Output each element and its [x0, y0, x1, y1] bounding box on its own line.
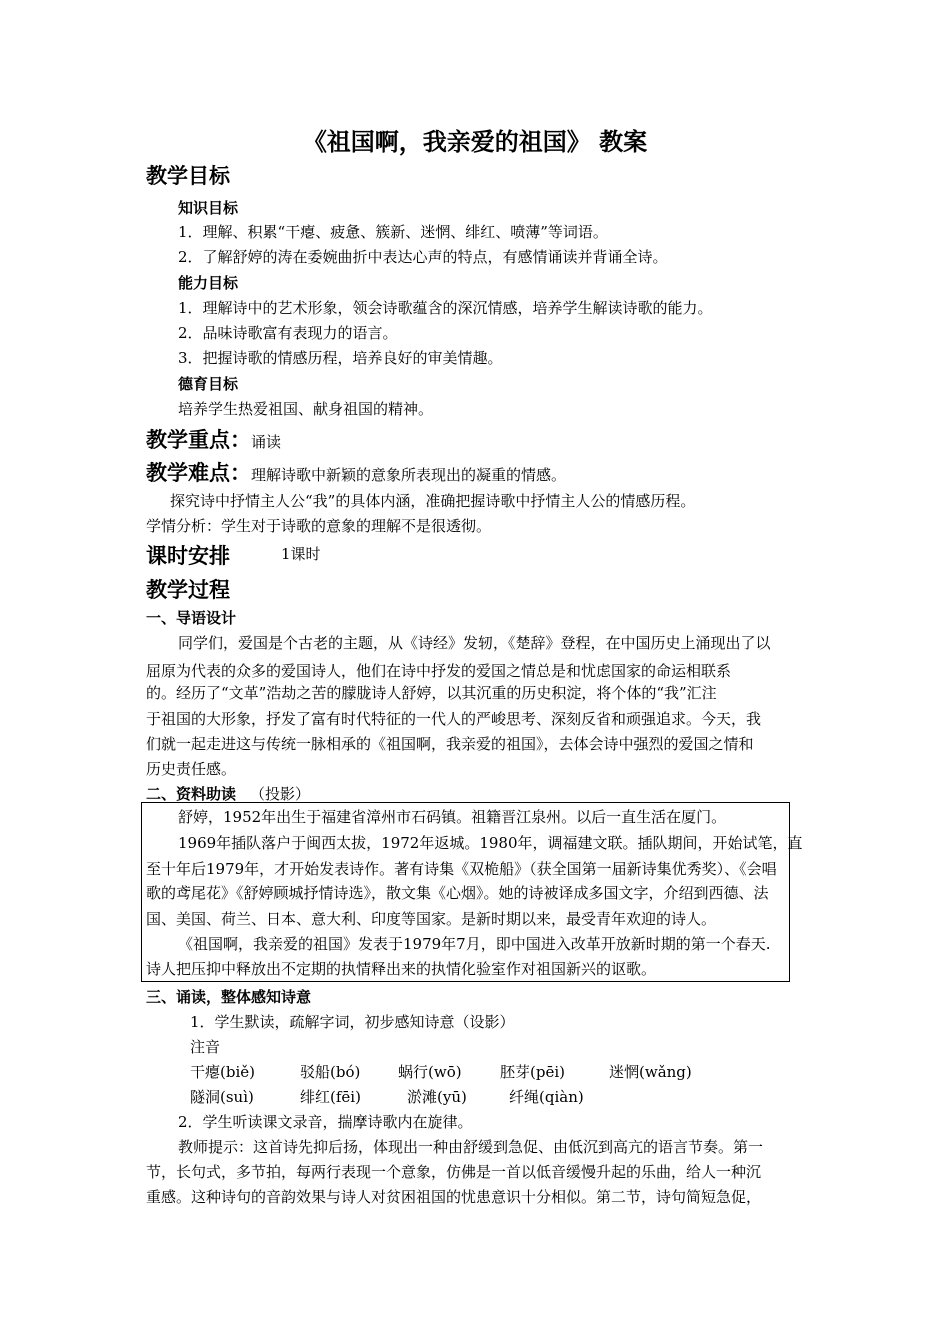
ability-goal-item: 3．把握诗歌的情感历程，培养良好的审美情趣。	[178, 349, 503, 367]
phonetic-word: 蜗行(wō)	[398, 1063, 462, 1081]
phonetic-word: 胚芽(pēi)	[500, 1063, 565, 1081]
intro-line: 历史责任感。	[146, 760, 237, 778]
section-reference-label	[146, 783, 310, 804]
ability-goal-label: 能力目标	[178, 274, 239, 292]
reference-line: 国、美国、荷兰、日本、意大利、印度等国家。是新时期以来，最受青年欢迎的诗人。	[146, 910, 717, 928]
phonetic-label: 注音	[190, 1038, 221, 1056]
reference-line: 舒婷，1952年出生于福建省漳州市石码镇。祖籍晋江泉州。以后一直生活在厦门。	[178, 808, 727, 826]
reference-line: 1969年插队落户于闽西太拔，1972年返城。1980年，调福建文联。插队期间，开始试笔，直	[178, 834, 803, 852]
moral-goal-label: 德育目标	[178, 375, 239, 393]
document-title: 《祖国啊，我亲爱的祖国》 教案	[302, 128, 648, 156]
section-reading-label: 三、诵读，整体感知诗意	[146, 988, 312, 1006]
intro-line: 们就一起走进这与传统一脉相承的《祖国啊，我亲爱的祖国》，去体会诗中强烈的爱国之情和	[146, 735, 754, 753]
reading-step-1: 1．学生默读，疏解字词，初步感知诗意（设影）	[190, 1013, 515, 1031]
teacher-tip-line: 节，长句式，多节拍，每两行表现一个意象，仿佛是一首以低音缓慢升起的乐曲，给人一种沉	[146, 1163, 762, 1181]
difficulty-extra: 探究诗中抒情主人公“我”的具体内涵，准确把握诗歌中抒情主人公的情感历程。	[170, 492, 696, 510]
teacher-tip-line: 重感。这种诗句的音韵效果与诗人对贫困祖国的忧患意识十分相似。第二节，诗句简短急促，	[146, 1188, 762, 1206]
intro-line: 的。经历了“文革”浩劫之苦的朦胧诗人舒婷，以其沉重的历史积淀，将个体的“我”汇注	[146, 684, 717, 702]
reference-line: 诗人把压抑中释放出不定期的执情释出来的执情化验室作对祖国新兴的讴歌。	[146, 960, 657, 978]
reference-line: 歌的鸢尾花》《舒婷顾城抒情诗选》，散文集《心烟》。她的诗被译成多国文字，介绍到西德、法	[146, 884, 769, 902]
intro-line: 屈原为代表的众多的爱国诗人，他们在诗中抒发的爱国之情总是和忧虑国家的命运相联系	[146, 662, 732, 680]
moral-goal-text: 培养学生热爱祖国、献身祖国的精神。	[178, 400, 434, 418]
schedule-label: 课时安排	[146, 544, 230, 568]
ability-goal-item: 2．品味诗歌富有表现力的语言。	[178, 324, 398, 342]
schedule-value: 1课时	[281, 545, 321, 563]
phonetic-word: 隧洞(suì)	[190, 1088, 254, 1106]
section-reference-note: （投影）	[250, 785, 311, 803]
phonetic-word: 迷惘(wǎng)	[609, 1063, 692, 1081]
key-point-row	[146, 424, 281, 454]
section-intro-label: 一、导语设计	[146, 609, 237, 627]
intro-line: 于祖国的大形象，抒发了富有时代特征的一代人的严峻思考、深刻反省和顽强追求。今天，我	[146, 710, 762, 728]
teacher-tip-line: 教师提示：这首诗先抑后扬，体现出一种由舒缓到急促、由低沉到高亢的语言节奏。第一	[178, 1138, 764, 1156]
phonetic-word: 淤滩(yū)	[407, 1088, 467, 1106]
ability-goal-item: 1．理解诗中的艺术形象，领会诗歌蕴含的深沉情感，培养学生解读诗歌的能力。	[178, 299, 713, 317]
section-reference-title: 二、资料助读	[146, 785, 237, 803]
reference-line: 《祖国啊，我亲爱的祖国》发表于1979年7月，即中国进入改革开放新时期的第一个春天.	[178, 935, 771, 953]
phonetic-word: 纤绳(qiàn)	[509, 1088, 584, 1106]
difficulty-value: 理解诗歌中新颖的意象所表现出的凝重的情感。	[251, 466, 567, 484]
student-analysis: 学情分析：学生对于诗歌的意象的理解不是很透彻。	[146, 517, 492, 535]
phonetic-word: 干瘪(biě)	[190, 1063, 255, 1081]
phonetic-word: 绯红(fēi)	[300, 1088, 361, 1106]
reference-line: 至十年后1979年，才开始发表诗作。著有诗集《双桅船》（获全国第一届新诗集优秀奖）、《会唱	[146, 860, 777, 878]
difficulty-row	[146, 457, 566, 487]
objectives-heading: 教学目标	[146, 164, 230, 188]
key-point-label: 教学重点：	[146, 428, 251, 452]
difficulty-label: 教学难点：	[146, 461, 251, 485]
reading-step-2: 2．学生听读课文录音，揣摩诗歌内在旋律。	[178, 1113, 473, 1131]
intro-line: 同学们，爱国是个古老的主题，从《诗经》发轫，《楚辞》登程，在中国历史上涌现出了以	[178, 634, 771, 652]
phonetic-word: 驳船(bó)	[300, 1063, 361, 1081]
key-point-value: 诵读	[251, 433, 282, 451]
knowledge-goal-item: 1．理解、积累“干瘪、疲惫、簇新、迷惘、绯红、喷薄”等词语。	[178, 223, 608, 241]
knowledge-goal-item: 2．了解舒婷的涛在委婉曲折中表达心声的特点，有感情诵读并背诵全诗。	[178, 248, 668, 266]
knowledge-goal-label: 知识目标	[178, 199, 239, 217]
process-heading: 教学过程	[146, 578, 230, 602]
